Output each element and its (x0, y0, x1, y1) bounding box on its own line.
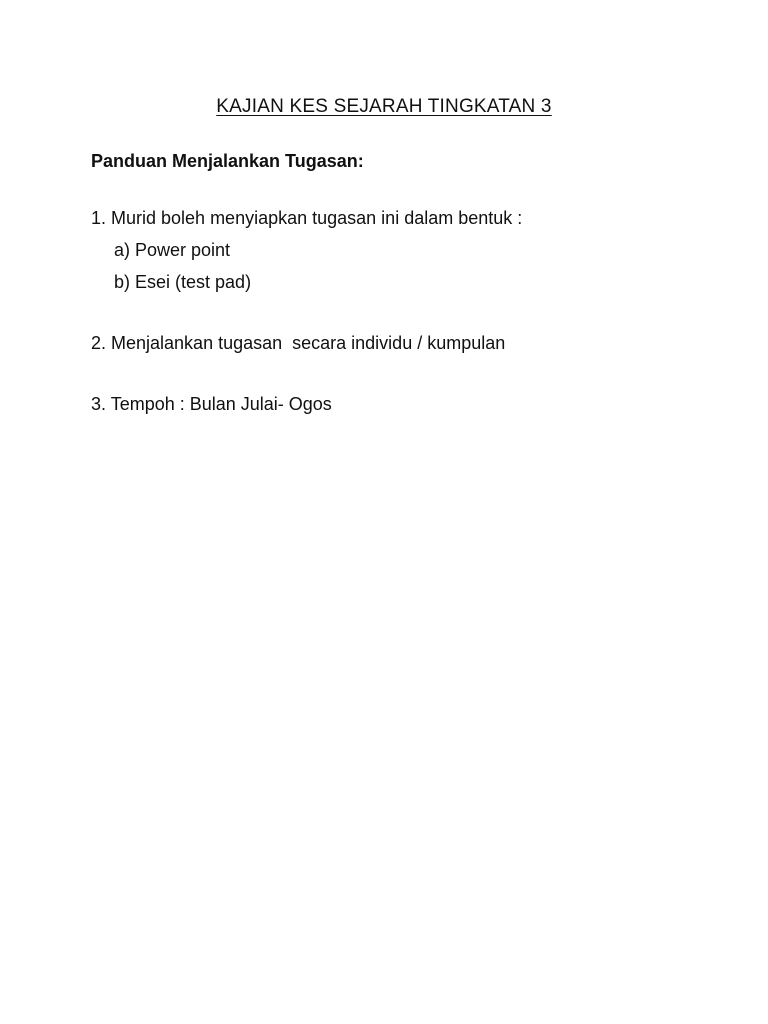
document-title (0, 96, 768, 118)
document-title-text: KAJIAN KES SEJARAH TINGKATAN 3 (216, 96, 552, 117)
list-item-3: 3. Tempoh : Bulan Julai- Ogos (91, 394, 332, 414)
list-subitem-a: a) Power point (114, 240, 231, 260)
guideline-heading: Panduan Menjalankan Tugasan: (91, 151, 364, 171)
list-subitem-b: b) Esei (test pad) (114, 272, 252, 292)
list-item-2: 2. Menjalankan tugasan secara individu / kumpulan (91, 333, 506, 353)
list-item-1: 1. Murid boleh menyiapkan tugasan ini dalam bentuk : (91, 208, 523, 228)
